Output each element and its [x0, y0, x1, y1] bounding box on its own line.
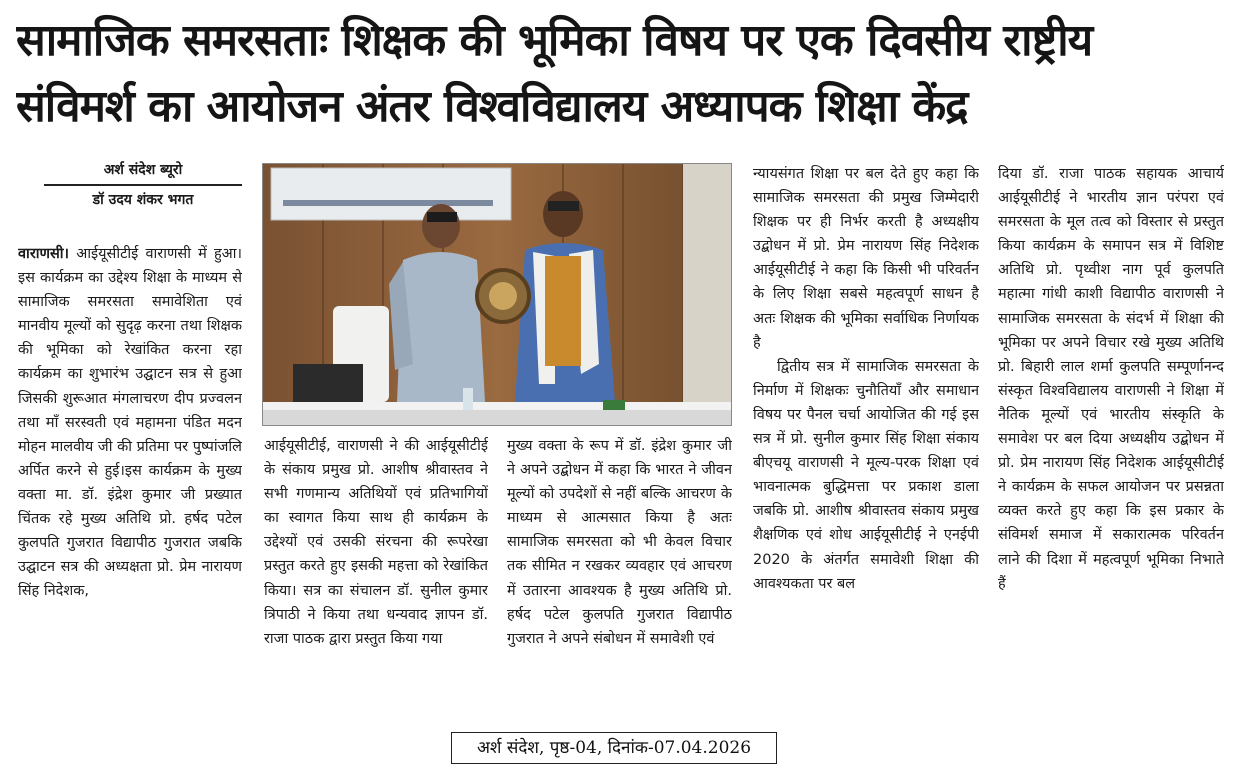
dateline-place: वाराणसी।: [18, 246, 70, 262]
headline-line-2: संविमर्श का आयोजन अंतर विश्वविद्यालय अध्यापक शिक्षा केंद्र: [16, 81, 968, 132]
article-col5-text: दिया डॉ. राजा पाठक सहायक आचार्य आईयूसीटीई ने भारतीय ज्ञान परंपरा एवं समरसता के मूल तत्व को विस्तार से प्रस्तुत किया कार्यक्रम के समापन सत्र में विशिष्ट अतिथि प्रो. पृथ्वीश नाग पूर्व कुलपति महात्मा गांधी काशी विद्यापीठ वाराणसी ने सामाजिक समरसता के संदर्भ में शिक्षा की भूमिका पर अपने विचार रखे मुख्य अतिथि प्रो. बिहारी लाल शर्मा कुलपति सम्पूर्णानन्द संस्कृत विश्वविद्यालय वाराणसी ने शिक्षा में नैतिक मूल्यों एवं भारतीय संस्कृति के समावेश पर बल दिया अध्यक्षीय उद्बोधन में प्रो. प्रेम नारायण सिंह निदेशक आईयूसीटीई ने कार्यक्रम के सफल आयोजन पर प्रसन्नता व्यक्त करते हुए कहा कि इस प्रकार के संविमर्श समाज में सकारात्मक परिवर्तन लाने की दिशा में महत्वपूर्ण भूमिका निभाते हैं: [998, 166, 1224, 592]
article-col4b-text: द्वितीय सत्र में सामाजिक समरसता के निर्माण में शिक्षकः चुनौतियाँ और समाधान विषय पर पैनल चर्चा आयोजित की गई इस सत्र में प्रो. सुनील कुमार सिंह शिक्षा संकाय बीएचयू वाराणसी ने मूल्य-परक शिक्षा एवं भावनात्मक बुद्धिमत्ता पर प्रकाश डाला जबकि प्रो. आशीष श्रीवास्तव संकाय प्रमुख शैक्षणिक एवं शोध आईयूसीटीई ने एनईपी 2020 के अंतर्गत समावेशी शिक्षा की आवश्यकता पर बल: [753, 358, 979, 592]
article-column-5: [998, 162, 1224, 730]
article-col1-text: आईयूसीटीई वाराणसी में हुआ। इस कार्यक्रम का उद्देश्य शिक्षा के माध्यम से सामाजिक समरसता समावेशिता एवं मानवीय मूल्यों को सुदृढ़ करना तथा शिक्षक की भूमिका को रेखांकित करना रहा कार्यक्रम का शुभारंभ उद्घाटन सत्र से हुआ जिसकी शुरूआत मंगलाचरण दीप प्रज्वलन तथा माँ सरस्वती एवं महामना पंडित मदन मोहन मालवीय जी की प्रतिमा पर पुष्पांजलि अर्पित करने से हुई।इस कार्यक्रम के मुख्य वक्ता मा. डॉ. इंद्रेश कुमार जी प्रख्यात चिंतक रहे मुख्य अतिथि प्रो. हर्षद पटेल कुलपति गुजरात विद्यापीठ गुजरात जबकि उद्घाटन सत्र की अध्यक्षता प्रो. प्रेम नारायण सिंह निदेशक,: [18, 246, 242, 600]
event-photo-illustration: [263, 164, 732, 426]
article-col2-text: आईयूसीटीई, वाराणसी ने की आईयूसीटीई के संकाय प्रमुख प्रो. आशीष श्रीवास्तव ने सभी गणमान्य अतिथियों एवं प्रतिभागियों का स्वागत किया साथ ही कार्यक्रम के उद्देश्यों एवं उसकी संरचना की रूपरेखा प्रस्तुत करते हुए इसकी महत्ता को रेखांकित किया। सत्र का संचालन डॉ. सुनील कुमार त्रिपाठी ने किया तथा धन्यवाद ज्ञापन डॉ. राजा पाठक द्वारा प्रस्तुत किया गया: [264, 438, 488, 647]
byline-divider: [44, 184, 242, 186]
headline: [16, 8, 1226, 140]
headline-line-1: सामाजिक समरसताः शिक्षक की भूमिका विषय पर एक दिवसीय राष्ट्रीय: [16, 15, 1093, 66]
byline-reporter: डॉ उदय शंकर भगत: [92, 192, 194, 208]
byline-bureau: अर्श संदेश ब्यूरो: [103, 162, 183, 178]
event-photo: [262, 163, 732, 426]
article-col4a-text: न्यायसंगत शिक्षा पर बल देते हुए कहा कि सामाजिक समरसता की प्रमुख जिम्मेदारी शिक्षक पर ही निर्भर करती है अध्यक्षीय उद्बोधन में प्रो. प्रेम नारायण सिंह निदेशक आईयूसीटीई ने कहा कि किसी भी परिवर्तन के लिए शिक्षा सबसे महत्वपूर्ण साधन है अतः शिक्षक की भूमिका सर्वाधिक निर्णायक है: [753, 166, 979, 351]
page-footer: अर्श संदेश, पृष्ठ-04, दिनांक-07.04.2026: [451, 732, 777, 764]
article-column-1: [18, 242, 242, 730]
article-col3-text: मुख्य वक्ता के रूप में डॉ. इंद्रेश कुमार जी ने अपने उद्बोधन में कहा कि भारत ने जीवन मूल्यों को उपदेशों से नहीं बल्कि आचरण के माध्यम से आत्मसात किया है अतः सामाजिक समरसता को भी केवल विचार तक सीमित न रखकर व्यवहार एवं आचरण में उतारना आवश्यक है मुख्य अतिथि प्रो. हर्षद पटेल कुलपति गुजरात विद्यापीठ गुजरात ने अपने संबोधन में समावेशी एवं: [507, 438, 732, 647]
byline: [44, 158, 242, 212]
article-column-4: [753, 162, 979, 730]
article-column-3: [507, 434, 732, 730]
article-column-2: [264, 434, 488, 730]
